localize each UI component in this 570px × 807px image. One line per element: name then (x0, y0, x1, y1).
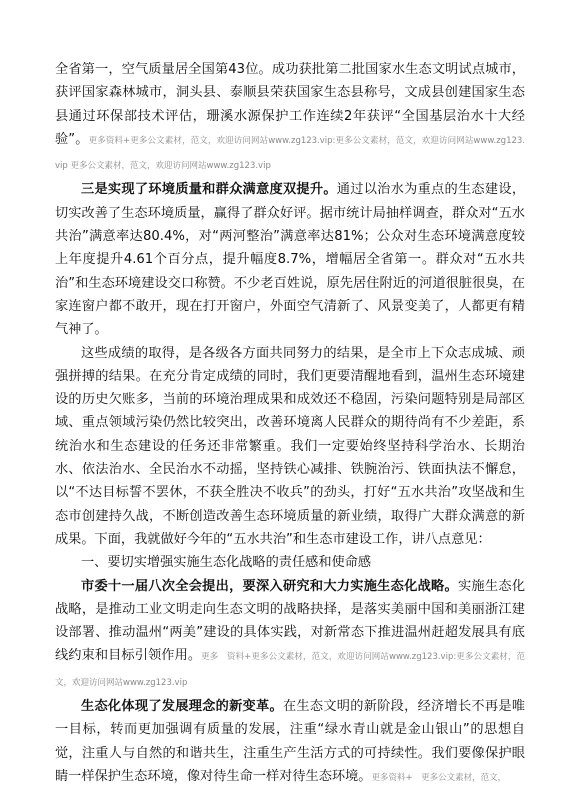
paragraph-text: 通过以治水为重点的生态建设，切实改善了生态环境质量，赢得了群众好评。据市统计局抽样调查，群众对“五水共治”满意率达80.4%，对“两河整治”满意率达81%；公众对生态环境满意度较上年度提升4.61个百分点，提升幅度8.7%，增幅居全省第一。群众对“五水共治”和生态环境建设交口称赞。不少老百姓说，原先居住附近的河道很脏很臭，在家连窗户都不敢开，现在打开窗户，外面空气清新了、风景变美了，人都更有精气神了。 (55, 182, 526, 338)
paragraph-achievements (55, 58, 525, 178)
section-heading-1: 一、要切实增强实施生态化战略的责任感和使命感 (81, 555, 372, 571)
watermark-text: 更多资料+更多公文素材，范文，欢迎访问网站www.zg123.vip:更多公文素材，范文，欢迎访问网站www.zg123.vip 更多公文素材，范文，欢迎访问网站www.zg123.vip (55, 135, 525, 172)
paragraph-lead: 市委十一届八次全会提出，要深入研究和大力实施生态化战略。 (81, 578, 458, 594)
paragraph-development-concept (55, 695, 525, 790)
paragraph-results-summary (55, 342, 525, 552)
watermark-text: 更多 资料+更多公文素材，范文，欢迎访问网站www.zg123.vip:更多公文素材，范文，欢迎访问网站www.zg123.vip (55, 652, 526, 688)
paragraph-text: 实施生态化战略，是推动工业文明走向生态文明的战略抉择，是落实美丽中国和美丽浙江建设部署、推动温州“两美”建设的具体实践，对新常态下推进温州赶超发展具有底线约束和目标引领作用。 (55, 578, 526, 664)
watermark-text: 更多资料+ 更多公文素材，范文， (371, 772, 507, 783)
paragraph-text: 全省第一，空气质量居全国第43位。成功获批第二批国家水生态文明试点城市，获评国家森林城市，洞头县、泰顺县荣获国家生态县称号，文成县创建国家生态县通过环保部技术评估，珊溪水源保护工作连续2年获评“全国基层治水十大经验”。 (55, 62, 525, 147)
paragraph-lead: 生态化体现了发展理念的新变革。 (81, 699, 283, 715)
paragraph-environment-quality (55, 178, 525, 341)
paragraph-text: 这些成绩的取得，是各级各方面共同努力的结果，是全市上下众志成城、顽强拼搏的结果。在充分肯定成绩的同时，我们更要清醒地看到，温州生态环境建设的历史欠账多，当前的环境治理成果和成效还不稳固，污染问题特别是局部区域、重点领域污染仍然比较突出，改善环境离人民群众的期待尚有不少差距，系统治水和生态建设的任务还非常繁重。我们一定要始终坚持科学治水、长期治水、依法治水、全民治水不动摇，坚持铁心减排、铁腕治污、铁面执法不懈怠，以“不达目标誓不罢休，不获全胜决不收兵”的劲头，打好“五水共治”攻坚战和生态市创建持久战，不断创造改善生态环境质量的新业绩，取得广大群众满意的新成果。下面，我就做好今年的“五水共治”和生态市建设工作，讲八点意见： (55, 345, 525, 547)
paragraph-text: 在生态文明的新阶段，经济增长不再是唯一目标，转而更加强调有质量的发展，注重“绿水青山就是金山银山”的思想自觉，注重人与自然的和谐共生，注重生产生活方式的可持续性。我们要像保护眼睛一样保护生态环境，像对待生命一样对待生态环境。 (55, 699, 526, 784)
paragraph-lead: 三是实现了环境质量和群众满意度双提升。 (81, 182, 337, 198)
paragraph-ecological-strategy (55, 575, 525, 695)
